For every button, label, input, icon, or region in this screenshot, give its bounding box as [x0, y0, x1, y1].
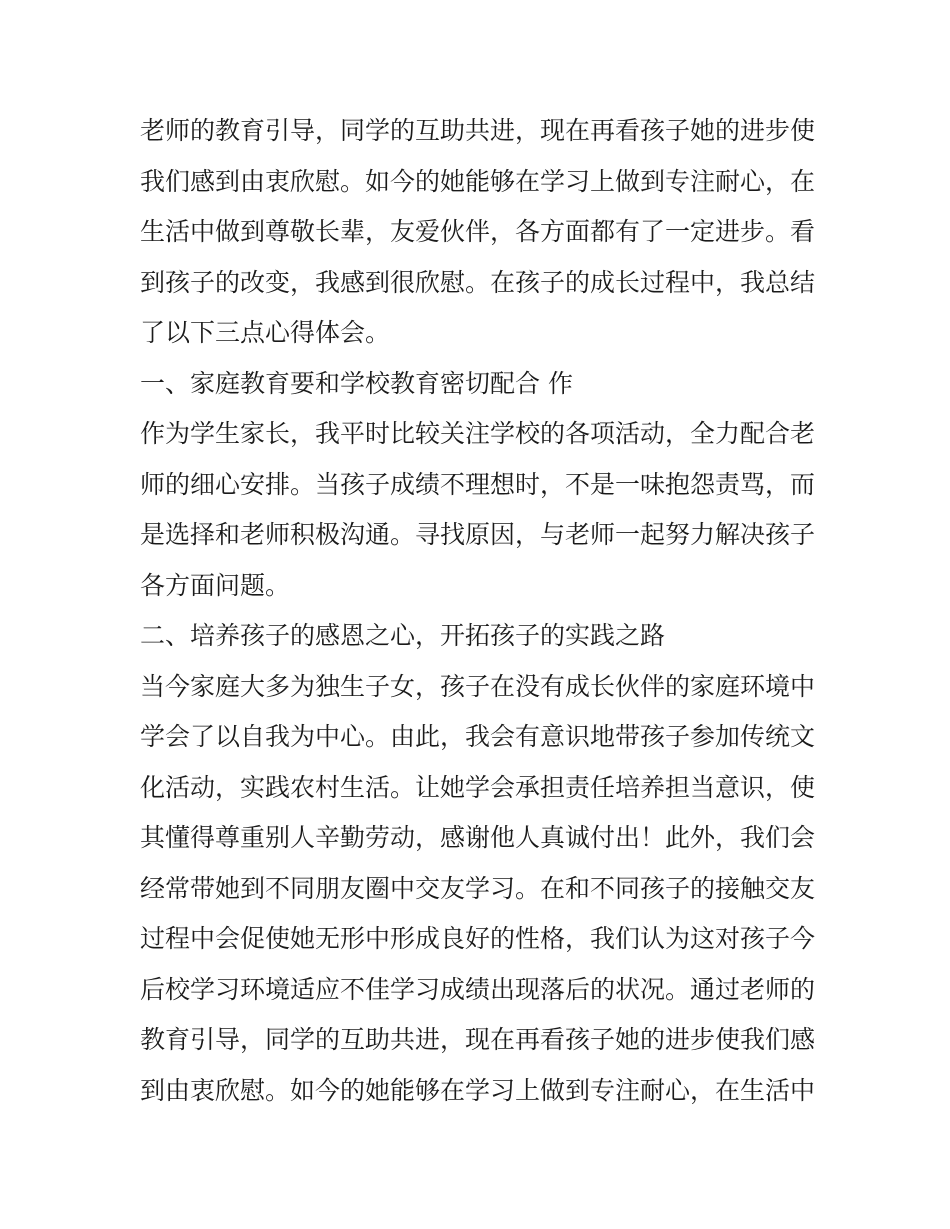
section-heading-2: 二、培养孩子的感恩之心，开拓孩子的实践之路: [140, 621, 666, 650]
text-line: 师的细心安排。当孩子成绩不理想时，不是一味抱怨责骂，而: [140, 469, 816, 499]
text-line: 当今家庭大多为独生子女，孩子在没有成长伙伴的家庭环境中: [140, 671, 816, 701]
document-body: [140, 106, 820, 1116]
text-line: 教育引导，同学的互助共进，现在再看孩子她的进步使我们感: [140, 1025, 816, 1054]
text-line: 生活中做到尊敬长辈，友爱伙伴，各方面都有了一定进步。看: [140, 217, 816, 246]
text-line: 经常带她到不同朋友圈中交友学习。在和不同孩子的接触交友: [140, 873, 816, 903]
text-line: 其懂得尊重别人辛勤劳动，感谢他人真诚付出！此外，我们会: [140, 823, 816, 852]
text-line: 化活动，实践农村生活。让她学会承担责任培养担当意识，使: [140, 772, 816, 802]
text-line: 了以下三点心得体会。: [140, 318, 391, 347]
text-line: 到孩子的改变，我感到很欣慰。在孩子的成长过程中，我总结: [140, 267, 816, 297]
text-line: 到由衷欣慰。如今的她能够在学习上做到专注耐心，在生活中: [140, 1075, 816, 1105]
section-heading-1: 一、家庭教育要和学校教育密切配合 作: [140, 368, 573, 398]
text-line: 作为学生家长，我平时比较关注学校的各项活动，全力配合老: [140, 419, 816, 448]
text-line: 老师的教育引导，同学的互助共进，现在再看孩子她的进步使: [140, 116, 816, 145]
text-line: 我们感到由衷欣慰。如今的她能够在学习上做到专注耐心，在: [140, 166, 816, 196]
text-line: 学会了以自我为中心。由此，我会有意识地带孩子参加传统文: [140, 722, 816, 751]
text-line: 各方面问题。: [140, 570, 291, 600]
text-line: 是选择和老师积极沟通。寻找原因，与老师一起努力解决孩子: [140, 520, 816, 549]
text-line: 后校学习环境适应不佳学习成绩出现落后的状况。通过老师的: [140, 974, 816, 1004]
text-line: 过程中会促使她无形中形成良好的性格，我们认为这对孩子今: [140, 924, 816, 953]
